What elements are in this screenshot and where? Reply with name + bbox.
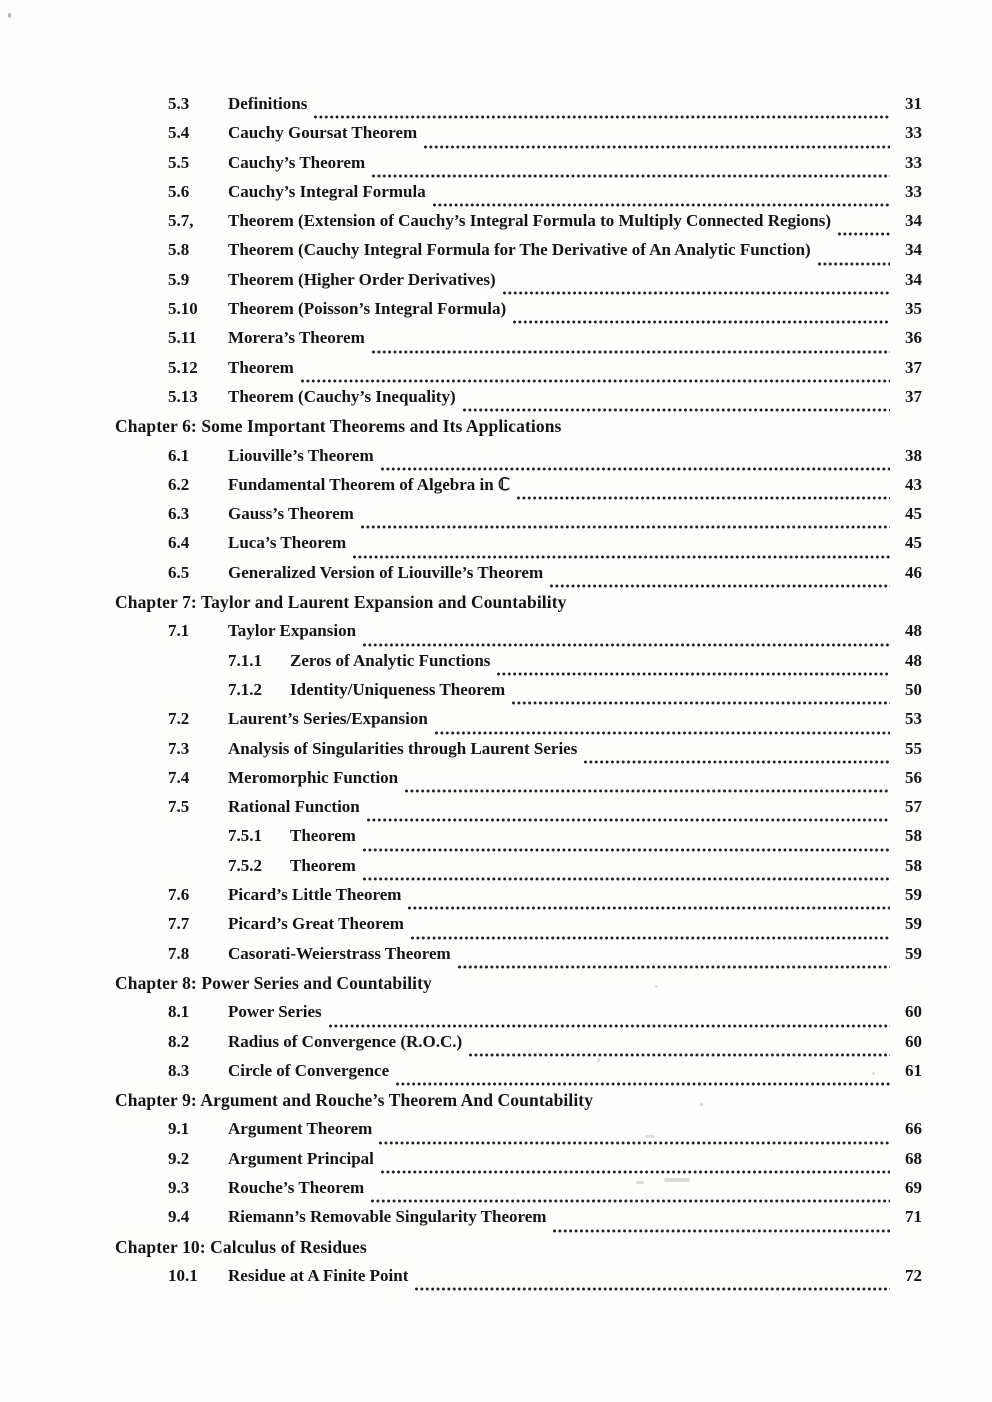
- entry-number: 7.1.1: [228, 650, 262, 670]
- entry-number: 8.2: [168, 1031, 190, 1051]
- entry-page-number: 61: [905, 1060, 922, 1080]
- toc-item-row: [115, 826, 922, 855]
- toc-item-row: [115, 1149, 922, 1178]
- toc-item-row: [115, 240, 922, 269]
- toc-item-row: [115, 387, 922, 416]
- entry-page-number: 36: [905, 328, 922, 348]
- entry-title: Meromorphic Function: [228, 767, 399, 787]
- toc-item-row: [115, 358, 922, 387]
- toc-item-row: [115, 1207, 922, 1236]
- toc-item-row: [115, 153, 922, 182]
- toc-list: [115, 94, 922, 1295]
- entry-number: 9.1: [168, 1119, 190, 1139]
- entry-title: Cauchy’s Integral Formula: [228, 181, 426, 201]
- entry-page-number: 56: [905, 767, 922, 787]
- toc-item-row: [115, 1002, 922, 1031]
- entry-number: 6.5: [168, 562, 190, 582]
- entry-title: Fundamental Theorem of Algebra in ℂ: [228, 474, 510, 494]
- toc-item-row: [115, 123, 922, 152]
- entry-page-number: 57: [905, 797, 922, 817]
- entry-title: Taylor Expansion: [228, 621, 357, 641]
- entry-title: Picard’s Great Theorem: [228, 914, 404, 934]
- entry-page-number: 33: [905, 152, 922, 172]
- chapter-heading: Chapter 10: Calculus of Residues: [115, 1236, 367, 1257]
- toc-item-row: [115, 651, 922, 680]
- entry-number: 6.1: [168, 445, 190, 465]
- toc-item-row: [115, 328, 922, 357]
- toc-item-row: [115, 944, 922, 973]
- entry-number: 7.3: [168, 738, 190, 758]
- entry-title: Analysis of Singularities through Laurent Series: [228, 738, 578, 758]
- dot-leader: [405, 789, 890, 793]
- entry-page-number: 58: [905, 855, 922, 875]
- entry-title: Radius of Convergence (R.O.C.): [228, 1031, 463, 1051]
- scan-speck: [655, 985, 658, 988]
- toc-item-row: [115, 533, 922, 562]
- entry-page-number: 33: [905, 123, 922, 143]
- dot-leader: [433, 203, 890, 207]
- entry-page-number: 50: [905, 679, 922, 699]
- toc-item-row: [115, 856, 922, 885]
- toc-chapter-row: [115, 1237, 922, 1266]
- entry-page-number: 72: [905, 1265, 922, 1285]
- toc-item-row: [115, 270, 922, 299]
- entry-number: 7.4: [168, 767, 190, 787]
- entry-page-number: 45: [905, 533, 922, 553]
- entry-page-number: 48: [905, 621, 922, 641]
- entry-number: 6.4: [168, 533, 190, 553]
- entry-title: Rational Function: [228, 797, 360, 817]
- entry-title: Definitions: [228, 94, 308, 113]
- entry-page-number: 34: [905, 211, 922, 231]
- entry-number: 7.5: [168, 797, 190, 817]
- dot-leader: [301, 379, 890, 383]
- entry-number: 5.12: [168, 357, 198, 377]
- toc-item-row: [115, 446, 922, 475]
- entry-title: Morera’s Theorem: [228, 328, 365, 348]
- scan-speck: [597, 1058, 600, 1062]
- scan-speck: [872, 1072, 875, 1075]
- entry-number: 5.6: [168, 181, 190, 201]
- entry-page-number: 34: [905, 269, 922, 289]
- entry-number: 6.3: [168, 504, 190, 524]
- toc-item-row: [115, 182, 922, 211]
- scan-speck: [645, 1135, 655, 1138]
- entry-number: 7.8: [168, 943, 190, 963]
- chapter-heading: Chapter 7: Taylor and Laurent Expansion and Countability: [115, 592, 567, 613]
- entry-title: Argument Principal: [228, 1148, 374, 1168]
- entry-page-number: 33: [905, 181, 922, 201]
- entry-number: 5.9: [168, 269, 190, 289]
- entry-number: 5.5: [168, 152, 190, 172]
- toc-chapter-row: [115, 1090, 922, 1119]
- dot-leader: [408, 906, 890, 910]
- entry-title: Theorem: [290, 826, 356, 846]
- toc-item-row: [115, 211, 922, 240]
- toc-item-row: [115, 1178, 922, 1207]
- entry-page-number: 48: [905, 650, 922, 670]
- dot-leader: [411, 936, 890, 940]
- dot-leader: [353, 555, 890, 559]
- toc-item-row: [115, 680, 922, 709]
- entry-title: Power Series: [228, 1002, 322, 1022]
- entry-page-number: 71: [905, 1207, 922, 1227]
- entry-page-number: 59: [905, 885, 922, 905]
- toc-item-row: [115, 621, 922, 650]
- entry-title: Theorem (Extension of Cauchy’s Integral Formula to Multiply Connected Regions): [228, 211, 832, 231]
- toc-item-row: [115, 1266, 922, 1295]
- scan-speck: [8, 13, 11, 18]
- dot-leader: [424, 145, 890, 149]
- dot-leader: [367, 818, 890, 822]
- entry-number: 7.6: [168, 885, 190, 905]
- toc-item-row: [115, 299, 922, 328]
- dot-leader: [372, 350, 890, 354]
- dot-leader: [503, 291, 890, 295]
- dot-leader: [415, 1287, 890, 1291]
- dot-leader: [517, 496, 890, 500]
- entry-title: Theorem (Cauchy Integral Formula for The Derivative of An Analytic Function): [228, 240, 811, 260]
- scan-speck: [664, 1178, 690, 1182]
- dot-leader: [363, 848, 890, 852]
- entry-page-number: 58: [905, 826, 922, 846]
- entry-page-number: 34: [905, 240, 922, 260]
- entry-title: Laurent’s Series/Expansion: [228, 709, 428, 729]
- dot-leader: [553, 1229, 890, 1233]
- dot-leader: [458, 965, 890, 969]
- toc-item-row: [115, 563, 922, 592]
- scan-speck: [636, 1181, 644, 1184]
- dot-leader: [838, 232, 890, 236]
- dot-leader: [463, 408, 890, 412]
- toc-chapter-row: [115, 416, 922, 445]
- entry-title: Cauchy Goursat Theorem: [228, 123, 418, 143]
- entry-number: 7.5.2: [228, 855, 262, 875]
- entry-page-number: 55: [905, 738, 922, 758]
- entry-title: Casorati-Weierstrass Theorem: [228, 943, 451, 963]
- dot-leader: [584, 760, 890, 764]
- dot-leader: [381, 467, 890, 471]
- toc-item-row: [115, 1061, 922, 1090]
- chapter-heading: Chapter 9: Argument and Rouche’s Theorem And Countability: [115, 1090, 594, 1111]
- entry-title: Theorem: [290, 855, 356, 875]
- toc-item-row: [115, 885, 922, 914]
- entry-page-number: 69: [905, 1177, 922, 1197]
- entry-title: Circle of Convergence: [228, 1060, 390, 1080]
- toc-chapter-row: [115, 973, 922, 1002]
- dot-leader: [372, 174, 890, 178]
- toc-item-row: [115, 709, 922, 738]
- entry-number: 9.3: [168, 1177, 190, 1197]
- dot-leader: [379, 1141, 890, 1145]
- entry-title: Generalized Version of Liouville’s Theorem: [228, 562, 544, 582]
- dot-leader: [513, 320, 890, 324]
- dot-leader: [550, 584, 890, 588]
- entry-number: 9.4: [168, 1207, 190, 1227]
- toc-item-row: [115, 797, 922, 826]
- entry-title: Rouche’s Theorem: [228, 1177, 365, 1197]
- entry-number: 5.4: [168, 123, 190, 143]
- dot-leader: [435, 731, 890, 735]
- entry-title: Liouville’s Theorem: [228, 445, 374, 465]
- toc-item-row: [115, 94, 922, 123]
- dot-leader: [497, 672, 890, 676]
- entry-title: Argument Theorem: [228, 1119, 373, 1139]
- entry-page-number: 60: [905, 1031, 922, 1051]
- toc-item-row: [115, 739, 922, 768]
- entry-number: 5.3: [168, 94, 190, 113]
- entry-page-number: 38: [905, 445, 922, 465]
- entry-title: Theorem (Higher Order Derivatives): [228, 269, 496, 289]
- dot-leader: [371, 1199, 890, 1203]
- entry-number: 5.7,: [168, 211, 194, 231]
- scan-speck: [700, 1103, 703, 1106]
- dot-leader: [469, 1053, 890, 1057]
- entry-title: Theorem (Cauchy’s Inequality): [228, 386, 456, 406]
- dot-leader: [396, 1082, 890, 1086]
- toc-item-row: [115, 914, 922, 943]
- entry-number: 5.10: [168, 299, 198, 319]
- entry-title: Gauss’s Theorem: [228, 504, 354, 524]
- entry-number: 7.5.1: [228, 826, 262, 846]
- entry-number: 8.1: [168, 1002, 190, 1022]
- entry-page-number: 53: [905, 709, 922, 729]
- entry-number: 7.7: [168, 914, 190, 934]
- entry-number: 7.2: [168, 709, 190, 729]
- chapter-heading: Chapter 6: Some Important Theorems and Its Applications: [115, 416, 562, 437]
- entry-page-number: 66: [905, 1119, 922, 1139]
- entry-title: Identity/Uniqueness Theorem: [290, 679, 506, 699]
- dot-leader: [818, 262, 890, 266]
- entry-title: Theorem: [228, 357, 294, 377]
- chapter-heading: Chapter 8: Power Series and Countability: [115, 972, 432, 993]
- toc-chapter-row: [115, 592, 922, 621]
- dot-leader: [381, 1170, 890, 1174]
- entry-title: Theorem (Poisson’s Integral Formula): [228, 299, 507, 319]
- dot-leader: [329, 1024, 890, 1028]
- entry-page-number: 68: [905, 1148, 922, 1168]
- dot-leader: [363, 643, 890, 647]
- entry-number: 5.8: [168, 240, 190, 260]
- entry-number: 8.3: [168, 1060, 190, 1080]
- entry-number: 9.2: [168, 1148, 190, 1168]
- entry-page-number: 37: [905, 357, 922, 377]
- entry-number: 7.1.2: [228, 679, 262, 699]
- entry-title: Residue at A Finite Point: [228, 1265, 409, 1285]
- toc-item-row: [115, 768, 922, 797]
- entry-page-number: 60: [905, 1002, 922, 1022]
- entry-title: Riemann’s Removable Singularity Theorem: [228, 1207, 547, 1227]
- entry-title: Picard’s Little Theorem: [228, 885, 402, 905]
- toc-item-row: [115, 1032, 922, 1061]
- dot-leader: [314, 115, 890, 119]
- entry-page-number: 37: [905, 386, 922, 406]
- entry-title: Cauchy’s Theorem: [228, 152, 366, 172]
- entry-page-number: 59: [905, 943, 922, 963]
- entry-page-number: 43: [905, 474, 922, 494]
- entry-page-number: 35: [905, 299, 922, 319]
- entry-number: 5.11: [168, 328, 197, 348]
- entry-page-number: 46: [905, 562, 922, 582]
- toc-item-row: [115, 504, 922, 533]
- entry-page-number: 31: [905, 94, 922, 113]
- dot-leader: [512, 701, 890, 705]
- entry-number: 7.1: [168, 621, 190, 641]
- dot-leader: [361, 525, 890, 529]
- entry-title: Luca’s Theorem: [228, 533, 347, 553]
- dot-leader: [363, 877, 890, 881]
- entry-title: Zeros of Analytic Functions: [290, 650, 491, 670]
- entry-page-number: 59: [905, 914, 922, 934]
- toc-item-row: [115, 1119, 922, 1148]
- entry-page-number: 45: [905, 504, 922, 524]
- entry-number: 6.2: [168, 474, 190, 494]
- entry-number: 5.13: [168, 386, 198, 406]
- toc-item-row: [115, 475, 922, 504]
- entry-number: 10.1: [168, 1265, 198, 1285]
